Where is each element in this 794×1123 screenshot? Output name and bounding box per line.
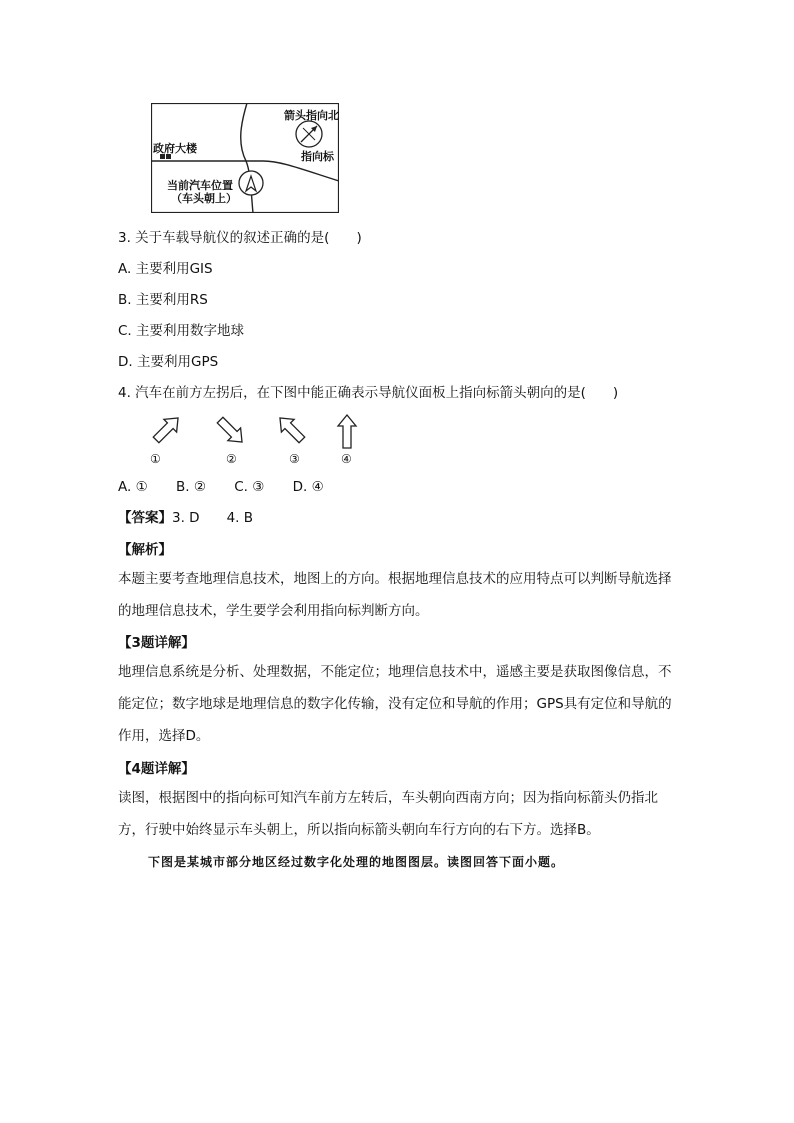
analysis-tag: 【解析】 [118, 542, 172, 558]
answer-text: 3. D 4. B [172, 510, 253, 526]
q3-option-c: C. 主要利用数字地球 [118, 323, 245, 339]
q3-stem: 3. 关于车载导航仪的叙述正确的是( ) [118, 230, 362, 246]
q4-options [118, 478, 348, 496]
detail4-tag: 【4题详解】 [118, 761, 195, 777]
q4-option-c: C. ③ [234, 479, 265, 495]
arrow-3-label: ③ [289, 452, 300, 466]
answer-line [118, 509, 253, 527]
arrow-2-icon [214, 414, 249, 449]
q4-option-b: B. ② [175, 479, 206, 495]
q4-stem: 4. 汽车在前方左拐后，在下图中能正确表示导航仪面板上指向标箭头朝向的是( ) [118, 385, 619, 401]
q3-option-b: B. 主要利用RS [118, 292, 208, 308]
arrow-1-label: ① [150, 452, 161, 466]
next-question-intro: 下图是某城市部分地区经过数字化处理的地图图层。读图回答下面小题。 [148, 855, 565, 869]
analysis-text: 本题主要考查地理信息技术，地图上的方向。根据地理信息技术的应用特点可以判断导航选择的地理信息技术，学生要学会利用指向标判断方向。 [118, 571, 672, 619]
answer-tag: 【答案】 [118, 510, 172, 526]
direction-arrows-figure [140, 412, 370, 470]
arrow-4-label: ④ [341, 452, 352, 466]
q3-option-a: A. 主要利用GIS [118, 261, 213, 277]
detail4-text: 读图，根据图中的指向标可知汽车前方左转后，车头朝向西南方向；因为指向标箭头仍指北方，行驶中始终显示车头朝上，所以指向标箭头朝向车行方向的右下方。选择B。 [118, 790, 658, 838]
q4-option-d: D. ④ [292, 479, 324, 495]
compass-top-label: 箭头指向北 [284, 109, 339, 122]
arrow-1-icon [150, 412, 185, 446]
arrow-4-icon [338, 415, 356, 448]
detail3-tag: 【3题详解】 [118, 635, 195, 651]
arrow-3-icon [274, 412, 309, 446]
detail3-text: 地理信息系统是分析、处理数据，不能定位；地理信息技术中，遥感主要是获取图像信息，不能定位；数字地球是地理信息的数字化传输，没有定位和导航的作用；GPS具有定位和导航的作用，选择D。 [118, 664, 672, 744]
car-position-label: 当前汽车位置 [167, 179, 233, 192]
car-heading-label: （车头朝上） [171, 192, 237, 205]
arrow-2-label: ② [226, 452, 237, 466]
arrows-svg [140, 412, 370, 470]
gov-building-label: 政府大楼 [153, 142, 197, 155]
navigation-map-figure [151, 103, 339, 213]
q4-option-a: A. ① [118, 479, 148, 495]
q3-option-d: D. 主要利用GPS [118, 354, 219, 370]
compass-bottom-label: 指向标 [301, 150, 334, 163]
